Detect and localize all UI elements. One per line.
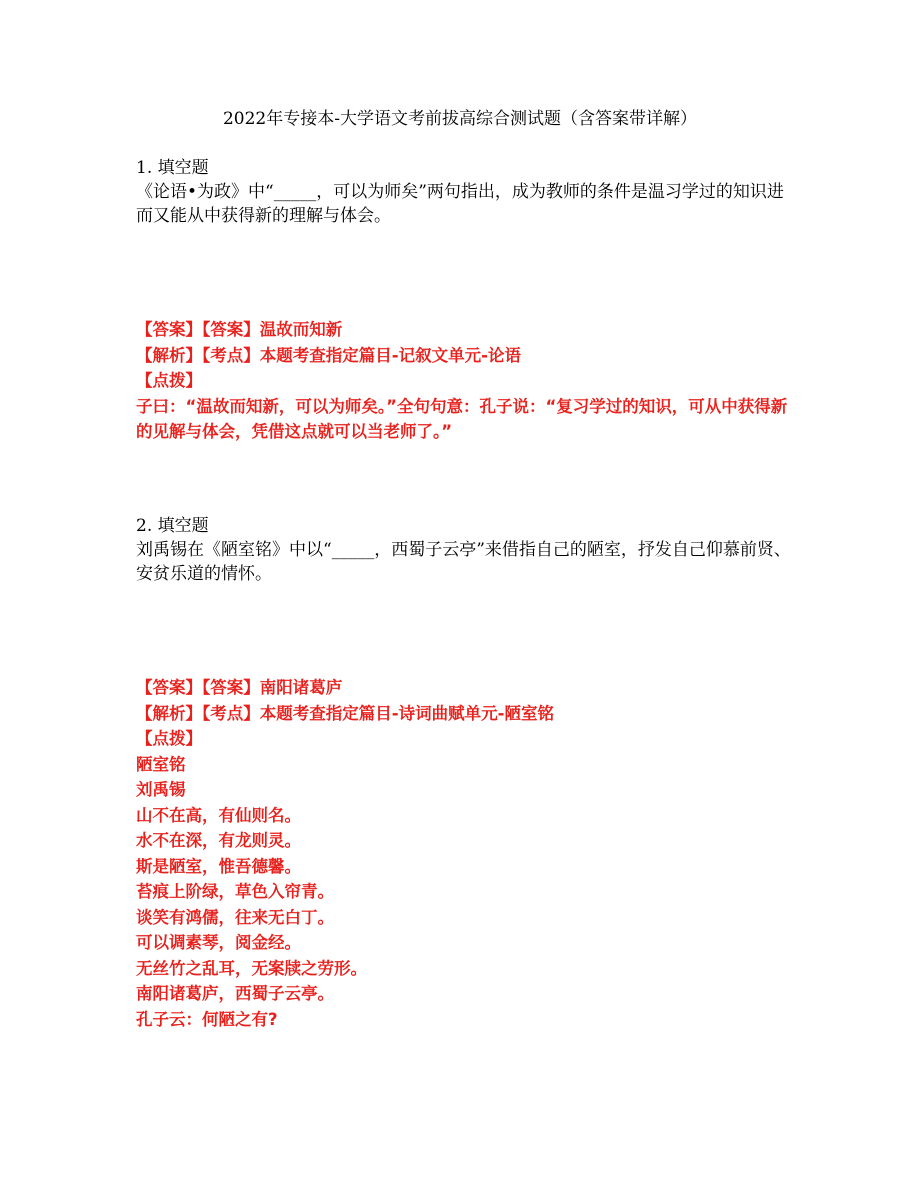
poem-line: 水不在深，有龙则灵。 (136, 831, 301, 850)
question-1-number: 1. 填空题 (136, 158, 209, 178)
answer-2: 【答案】【答案】南阳诸葛庐 (136, 678, 343, 697)
poem-line: 孔子云：何陋之有? (136, 1009, 278, 1029)
question-2-number: 2. 填空题 (136, 516, 209, 536)
question-1 (136, 156, 796, 228)
poem-line: 南阳诸葛庐，西蜀子云亭。 (136, 984, 334, 1003)
document-title: 2022年专接本-大学语文考前拔高综合测试题（含答案带详解） (222, 109, 697, 129)
analysis-2: 【解析】【考点】本题考查指定篇目-诗词曲赋单元-陋室铭 (136, 703, 554, 723)
poem-line: 可以调素琴，阅金经。 (136, 933, 301, 952)
question-2-text: 刘禹锡在《陋室铭》中以“_____，西蜀子云亭”来借指自己的陋室，抒发自己仰慕前贤、安贫乐道的情怀。 (136, 540, 791, 584)
poem-author: 刘禹锡 (136, 780, 186, 799)
tip-line-1: 子曰：“温故而知新，可以为师矣。”全句句意：孔子说：“复习学过的知识，可从中获得新的见解与体会，凭借这点就可以当老师了。” (136, 396, 788, 441)
poem-title: 陋室铭 (136, 754, 186, 774)
poem-line: 山不在高，有仙则名。 (136, 805, 301, 825)
question-1-text: 《论语•为政》中“_____，可以为师矣”两句指出，成为教师的条件是温习学过的知识进而又能从中获得新的理解与体会。 (136, 182, 784, 226)
answer-1: 【答案】【答案】温故而知新 (136, 320, 343, 339)
poem-line: 谈笑有鸿儒，往来无白丁。 (136, 907, 334, 927)
question-2 (136, 514, 796, 586)
tip-label-2: 【点拨】 (136, 729, 202, 748)
poem-line: 苔痕上阶绿，草色入帘青。 (136, 882, 334, 901)
tip-label-1: 【点拨】 (136, 371, 202, 390)
poem-line: 无丝竹之乱耳，无案牍之劳形。 (136, 958, 367, 978)
answer-block-1 (136, 317, 796, 445)
answer-block-2 (136, 675, 796, 1032)
analysis-1: 【解析】【考点】本题考查指定篇目-记叙文单元-论语 (136, 345, 521, 365)
poem-line: 斯是陋室，惟吾德馨。 (136, 856, 301, 876)
